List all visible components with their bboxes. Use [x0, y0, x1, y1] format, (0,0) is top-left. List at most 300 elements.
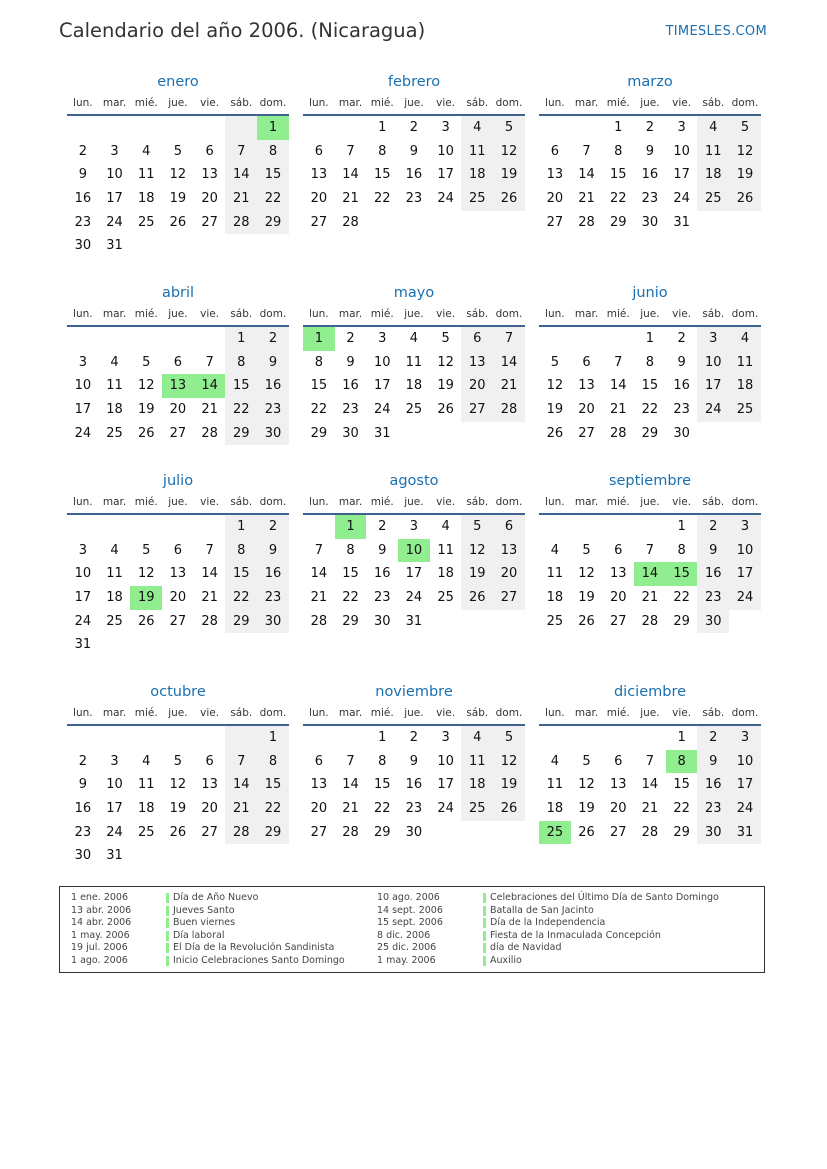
day-cell: 15 [673, 777, 690, 793]
day-cell: 9 [409, 143, 419, 159]
day-cell: 3 [677, 120, 686, 135]
empty-day-cell [335, 116, 367, 140]
day-cell: 22 [257, 797, 289, 821]
day-cell: 17 [673, 167, 690, 183]
weekday-name: lun. [545, 97, 565, 109]
day-cell: 11 [461, 140, 493, 164]
day-cell: 15 [373, 777, 391, 793]
day-cell: 2 [409, 730, 419, 745]
day-cell: 28 [641, 824, 659, 840]
day-cell: 24 [373, 402, 391, 418]
day-cell: 31 [106, 848, 123, 864]
weekday-name: mar. [574, 496, 599, 508]
day-cell: 17 [437, 777, 454, 793]
weekday-name: mar. [574, 707, 599, 719]
day-cell: 24 [437, 801, 454, 817]
weekday-name: mié. [134, 707, 158, 719]
holiday-day-cell: 13 [162, 374, 194, 398]
day-cell: 27 [169, 613, 187, 629]
day-grid [303, 515, 525, 633]
day-cell: 15 [310, 378, 328, 394]
day-cell: 19 [493, 163, 525, 187]
day-cell: 21 [493, 374, 525, 398]
day-cell: 20 [461, 374, 493, 398]
day-cell: 14 [342, 167, 359, 183]
day-cell: 4 [697, 116, 729, 140]
weekday-name: lun. [545, 496, 565, 508]
day-cell: 23 [373, 590, 391, 606]
day-cell: 20 [546, 191, 564, 207]
empty-day-cell [634, 726, 666, 750]
day-cell: 5 [729, 116, 761, 140]
day-cell: 11 [697, 140, 729, 164]
day-cell: 26 [578, 613, 595, 629]
empty-day-cell [335, 726, 367, 750]
day-grid [539, 726, 761, 844]
empty-day-cell [194, 515, 226, 539]
weekday-header [67, 306, 289, 327]
weekday-name: mar. [338, 308, 363, 320]
day-cell: 18 [546, 590, 564, 606]
day-cell: 5 [142, 542, 151, 558]
holiday-day-cell: 14 [194, 374, 226, 398]
weekday-name: jue. [168, 707, 188, 719]
legend-date: 13 abr. 2006 [71, 904, 132, 916]
day-grid [67, 726, 289, 868]
empty-day-cell [67, 515, 99, 539]
day-cell: 30 [342, 425, 359, 441]
day-cell: 17 [106, 801, 123, 817]
day-cell: 4 [729, 327, 761, 351]
day-cell: 7 [582, 143, 591, 159]
day-cell: 19 [437, 378, 454, 394]
day-cell: 9 [78, 777, 87, 793]
empty-day-cell [99, 327, 131, 351]
day-cell: 23 [257, 398, 289, 422]
legend-date: 1 ago. 2006 [71, 954, 128, 966]
day-cell: 20 [609, 590, 627, 606]
holiday-day-cell: 1 [335, 515, 367, 539]
day-cell: 4 [110, 542, 119, 558]
day-cell: 26 [137, 425, 155, 441]
day-cell: 28 [578, 214, 595, 230]
day-cell: 17 [729, 773, 761, 797]
day-cell: 17 [697, 374, 729, 398]
weekday-name: sáb. [466, 707, 489, 719]
day-cell: 18 [137, 801, 155, 817]
weekday-name: sáb. [702, 308, 725, 320]
weekday-name: mié. [606, 97, 630, 109]
day-cell: 11 [405, 354, 423, 370]
weekday-name: sáb. [702, 97, 725, 109]
day-cell: 15 [225, 374, 257, 398]
day-cell: 26 [461, 586, 493, 610]
empty-day-cell [194, 327, 226, 351]
empty-day-cell [67, 116, 99, 140]
weekday-header [539, 705, 761, 726]
day-cell: 1 [677, 519, 686, 534]
day-cell: 30 [697, 821, 729, 845]
day-cell: 2 [645, 120, 655, 135]
day-cell: 22 [225, 586, 257, 610]
day-cell: 14 [201, 566, 218, 582]
day-cell: 12 [493, 140, 525, 164]
day-cell: 15 [257, 773, 289, 797]
month-name: septiembre [608, 473, 692, 489]
day-cell: 20 [493, 562, 525, 586]
day-grid [67, 116, 289, 258]
day-cell: 13 [546, 167, 564, 183]
weekday-name: lun. [73, 97, 93, 109]
day-cell: 12 [546, 378, 564, 394]
weekday-name: jue. [404, 97, 424, 109]
day-cell: 11 [137, 167, 155, 183]
day-cell: 8 [225, 351, 257, 375]
day-cell: 25 [461, 187, 493, 211]
legend-holiday-name: Auxilio [490, 954, 522, 966]
day-cell: 19 [578, 801, 595, 817]
weekday-name: jue. [640, 97, 660, 109]
month-name: abril [161, 285, 195, 301]
day-cell: 18 [137, 191, 155, 207]
day-cell: 18 [437, 566, 454, 582]
day-cell: 22 [225, 398, 257, 422]
day-cell: 27 [310, 214, 328, 230]
day-cell: 25 [546, 613, 564, 629]
legend-color-marker [166, 893, 169, 903]
day-cell: 26 [493, 797, 525, 821]
day-cell: 30 [257, 610, 289, 634]
day-cell: 18 [729, 374, 761, 398]
day-cell: 16 [405, 167, 423, 183]
empty-day-cell [162, 116, 194, 140]
day-cell: 23 [673, 402, 690, 418]
weekday-name: vie. [672, 496, 692, 508]
weekday-name: sáb. [230, 496, 253, 508]
legend-color-marker [166, 943, 169, 953]
day-cell: 15 [257, 163, 289, 187]
legend-color-marker [166, 931, 169, 941]
day-cell: 6 [550, 143, 559, 159]
day-grid [303, 327, 525, 445]
day-cell: 26 [437, 402, 454, 418]
weekday-name: vie. [672, 97, 692, 109]
day-cell: 20 [609, 801, 627, 817]
day-cell: 27 [493, 586, 525, 610]
month-diciembre [539, 683, 761, 844]
day-cell: 12 [578, 777, 595, 793]
day-cell: 27 [201, 214, 218, 230]
weekday-name: dom. [495, 308, 523, 320]
day-cell: 28 [493, 398, 525, 422]
day-cell: 8 [257, 750, 289, 774]
legend-color-marker [483, 956, 486, 966]
legend-holiday-name: Inicio Celebraciones Santo Domingo [173, 954, 345, 966]
day-cell: 25 [405, 402, 423, 418]
day-cell: 21 [225, 187, 257, 211]
holiday-day-cell: 25 [539, 821, 571, 845]
weekday-name: sáb. [230, 97, 253, 109]
legend-color-marker [483, 943, 486, 953]
day-cell: 31 [729, 821, 761, 845]
weekday-name: dom. [731, 496, 759, 508]
day-cell: 11 [106, 378, 123, 394]
day-cell: 5 [582, 753, 591, 769]
day-cell: 3 [697, 327, 729, 351]
day-cell: 3 [110, 143, 119, 159]
empty-day-cell [67, 726, 99, 750]
weekday-name: sáb. [466, 496, 489, 508]
day-cell: 23 [405, 191, 423, 207]
month-name: julio [162, 473, 194, 489]
day-cell: 13 [310, 777, 328, 793]
day-cell: 22 [641, 402, 659, 418]
holiday-day-cell: 1 [303, 327, 335, 351]
weekday-name: lun. [545, 308, 565, 320]
day-cell: 9 [378, 542, 387, 558]
day-cell: 27 [546, 214, 564, 230]
day-cell: 27 [169, 425, 187, 441]
day-cell: 19 [578, 590, 595, 606]
day-cell: 21 [225, 797, 257, 821]
empty-day-cell [602, 726, 634, 750]
empty-day-cell [571, 116, 603, 140]
day-cell: 25 [729, 398, 761, 422]
day-cell: 31 [373, 425, 391, 441]
legend-holiday-name: Jueves Santo [173, 904, 235, 916]
day-cell: 22 [673, 590, 690, 606]
day-cell: 1 [378, 730, 387, 745]
weekday-name: mié. [134, 308, 158, 320]
weekday-name: lun. [73, 308, 93, 320]
day-cell: 8 [225, 539, 257, 563]
empty-day-cell [602, 515, 634, 539]
day-cell: 1 [378, 120, 387, 135]
day-cell: 18 [697, 163, 729, 187]
day-cell: 28 [201, 425, 218, 441]
holiday-day-cell: 14 [634, 562, 666, 586]
weekday-name: vie. [200, 97, 220, 109]
day-cell: 20 [310, 801, 328, 817]
day-cell: 28 [342, 824, 359, 840]
day-cell: 14 [493, 351, 525, 375]
day-cell: 19 [729, 163, 761, 187]
weekday-name: mié. [134, 496, 158, 508]
empty-day-cell [303, 116, 335, 140]
day-cell: 10 [673, 143, 690, 159]
day-cell: 20 [201, 801, 218, 817]
day-cell: 11 [546, 566, 564, 582]
day-cell: 30 [697, 610, 729, 634]
weekday-name: mar. [338, 707, 363, 719]
day-cell: 16 [697, 773, 729, 797]
day-cell: 31 [106, 238, 123, 254]
day-cell: 10 [74, 378, 92, 394]
empty-day-cell [225, 726, 257, 750]
weekday-header [67, 95, 289, 116]
day-cell: 11 [137, 777, 155, 793]
weekday-name: sáb. [230, 707, 253, 719]
day-cell: 1 [257, 726, 289, 750]
day-grid [67, 327, 289, 445]
weekday-name: vie. [436, 308, 456, 320]
month-name: mayo [393, 285, 435, 301]
day-cell: 13 [169, 566, 187, 582]
day-cell: 7 [314, 542, 323, 558]
legend-holiday-name: Batalla de San Jacinto [490, 904, 594, 916]
day-cell: 7 [225, 750, 257, 774]
day-cell: 20 [310, 191, 328, 207]
day-cell: 6 [582, 354, 591, 370]
day-cell: 10 [74, 566, 92, 582]
day-cell: 2 [78, 753, 87, 769]
day-cell: 2 [697, 515, 729, 539]
day-cell: 5 [142, 354, 151, 370]
weekday-name: vie. [436, 496, 456, 508]
day-cell: 22 [373, 191, 391, 207]
day-cell: 9 [645, 143, 655, 159]
day-cell: 21 [609, 402, 627, 418]
legend-holiday-name: Día laboral [173, 929, 225, 941]
empty-day-cell [634, 515, 666, 539]
day-cell: 18 [106, 402, 123, 418]
day-cell: 16 [641, 167, 659, 183]
day-cell: 18 [106, 590, 123, 606]
weekday-name: jue. [640, 707, 660, 719]
month-name: junio [632, 285, 668, 301]
day-cell: 12 [169, 777, 187, 793]
day-cell: 13 [201, 167, 218, 183]
day-cell: 28 [609, 425, 627, 441]
day-cell: 8 [677, 542, 686, 558]
day-cell: 14 [641, 777, 659, 793]
day-cell: 16 [74, 191, 92, 207]
month-junio [539, 284, 761, 445]
legend-holiday-name: Celebraciones del Último Día de Santo Domingo [490, 892, 719, 903]
day-cell: 16 [673, 378, 690, 394]
day-cell: 10 [437, 753, 454, 769]
day-cell: 20 [201, 191, 218, 207]
legend-date: 14 sept. 2006 [377, 904, 443, 916]
weekday-name: lun. [309, 496, 329, 508]
day-cell: 29 [673, 613, 690, 629]
month-name: noviembre [375, 684, 453, 700]
empty-day-cell [162, 327, 194, 351]
day-cell: 1 [614, 120, 623, 135]
day-cell: 7 [225, 140, 257, 164]
day-cell: 3 [78, 542, 87, 558]
weekday-header [303, 705, 525, 726]
weekday-name: dom. [259, 308, 287, 320]
empty-day-cell [162, 726, 194, 750]
day-cell: 8 [378, 143, 387, 159]
day-cell: 27 [201, 824, 218, 840]
day-cell: 14 [225, 773, 257, 797]
weekday-name: mar. [102, 496, 127, 508]
day-cell: 6 [173, 542, 183, 558]
legend-holiday-name: Día de la Independencia [490, 917, 606, 928]
empty-day-cell [303, 515, 335, 539]
day-cell: 26 [546, 425, 564, 441]
day-cell: 12 [461, 539, 493, 563]
day-cell: 6 [205, 753, 214, 769]
weekday-header [539, 494, 761, 515]
month-febrero [303, 73, 525, 234]
day-cell: 25 [137, 214, 155, 230]
day-cell: 27 [609, 613, 627, 629]
day-cell: 30 [74, 848, 92, 864]
day-cell: 17 [74, 590, 92, 606]
weekday-name: sáb. [702, 496, 725, 508]
day-cell: 3 [441, 120, 450, 135]
weekday-name: vie. [436, 707, 456, 719]
day-cell: 23 [697, 586, 729, 610]
day-cell: 23 [405, 801, 423, 817]
day-cell: 9 [697, 539, 729, 563]
legend-date: 19 jul. 2006 [71, 942, 128, 953]
day-cell: 15 [641, 378, 659, 394]
day-cell: 28 [201, 613, 218, 629]
legend-color-marker [483, 931, 486, 941]
day-cell: 9 [257, 351, 289, 375]
day-cell: 16 [257, 562, 289, 586]
legend-date: 10 ago. 2006 [377, 892, 440, 903]
day-cell: 20 [578, 402, 595, 418]
weekday-name: mié. [370, 496, 394, 508]
day-cell: 30 [74, 238, 92, 254]
day-cell: 14 [310, 566, 328, 582]
day-cell: 13 [609, 777, 627, 793]
weekday-name: vie. [200, 496, 220, 508]
weekday-name: mié. [606, 496, 630, 508]
day-cell: 20 [169, 402, 187, 418]
day-cell: 7 [346, 753, 355, 769]
legend-holiday-name: Día de Año Nuevo [173, 892, 259, 903]
legend-date: 15 sept. 2006 [377, 917, 443, 928]
day-cell: 10 [729, 750, 761, 774]
day-cell: 1 [677, 730, 686, 745]
weekday-name: lun. [73, 496, 93, 508]
empty-day-cell [99, 515, 131, 539]
day-cell: 8 [614, 143, 623, 159]
day-cell: 10 [697, 351, 729, 375]
day-cell: 23 [342, 402, 359, 418]
weekday-name: vie. [200, 308, 220, 320]
day-grid [539, 515, 761, 633]
day-cell: 25 [106, 613, 123, 629]
day-cell: 28 [342, 214, 359, 230]
holiday-day-cell: 10 [398, 539, 430, 563]
day-cell: 31 [673, 214, 690, 230]
legend-color-marker [166, 906, 169, 916]
weekday-name: mié. [606, 707, 630, 719]
day-cell: 13 [578, 378, 595, 394]
day-cell: 14 [609, 378, 627, 394]
day-cell: 8 [314, 354, 323, 370]
weekday-name: mar. [574, 308, 599, 320]
weekday-name: mié. [134, 97, 158, 109]
day-cell: 21 [342, 801, 359, 817]
brand-link[interactable]: TIMESLES.COM [665, 24, 767, 39]
weekday-name: sáb. [230, 308, 253, 320]
legend-date: 8 dic. 2006 [377, 929, 431, 941]
day-cell: 9 [677, 354, 686, 370]
holiday-day-cell: 1 [257, 116, 289, 140]
day-cell: 6 [173, 354, 183, 370]
day-cell: 21 [201, 590, 218, 606]
day-cell: 19 [493, 773, 525, 797]
month-name: marzo [627, 74, 673, 90]
